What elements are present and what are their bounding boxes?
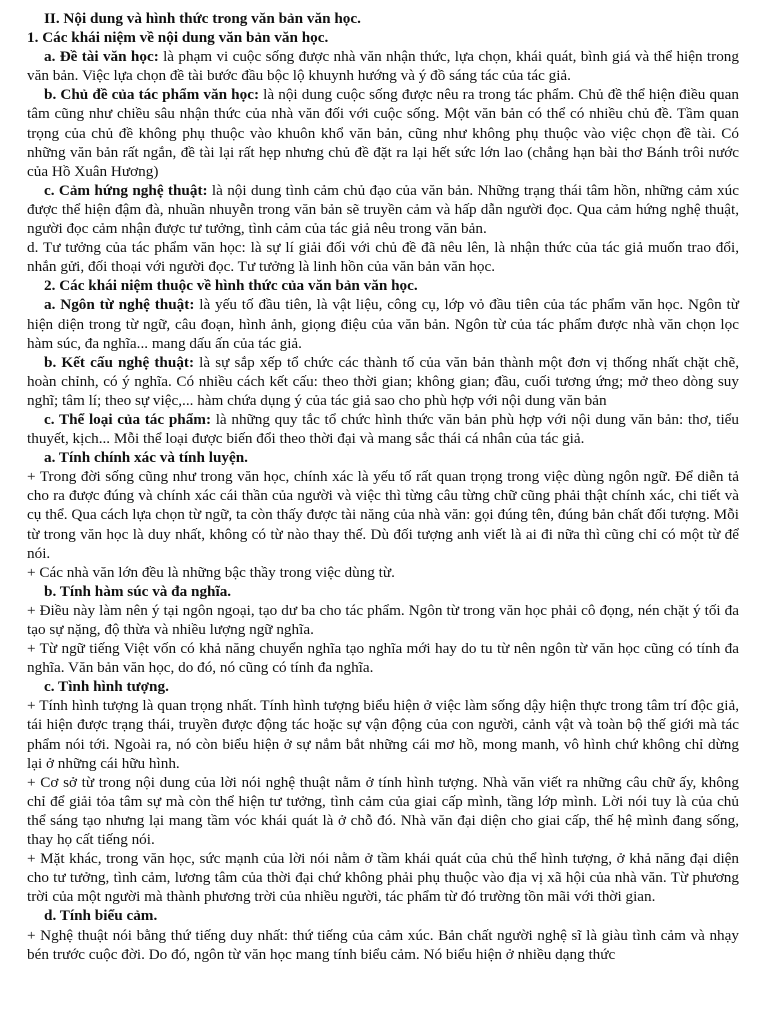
- subheading-tinh-bieu-cam: d. Tính biểu cảm.: [44, 907, 158, 925]
- paragraph-text: là những quy tắc tổ chức hình thức văn bản phù hợp với nội dung văn bản: thơ, tiểu thuyết, kịch... Mỗi thể loại được biến đổi theo thời đại và mang sắc thái cá nhân của tác giả.: [27, 410, 739, 448]
- paragraph-text: là phạm vi cuộc sống được nhà văn nhận thức, lựa chọn, khái quát, bình giá và thể hiện trong văn bản. Việc lựa chọn đề tài bước đầu bộc lộ khuynh hướng và ý đồ sáng tác của tác giả.: [27, 48, 739, 85]
- subheading-tinh-chinh-xac: a. Tính chính xác và tính luyện.: [44, 449, 248, 467]
- paragraph-text: là nội dung tình cảm chủ đạo của văn bản. Những trạng thái tâm hồn, những cảm xúc được thể hiện đậm đà, nhuần nhuyễn trong văn bản sẽ truyền cảm và hấp dẫn người đọc. Qua cảm hứng nghệ thuật, người đọc cảm nhận được tư tưởng, tình cảm của tác giả nêu trong văn bản.: [27, 181, 739, 238]
- paragraph-the-loai: [27, 410, 739, 448]
- section-1-title: 1. Các khái niệm về nội dung văn bản văn học.: [27, 29, 329, 47]
- subheading-tinh-hinh-tuong: c. Tình hình tượng.: [44, 678, 169, 696]
- term-label: b. Kết cấu nghệ thuật:: [44, 353, 195, 371]
- bullet-paragraph: + Điều này làm nên ý tại ngôn ngoại, tạo dư ba cho tác phẩm. Ngôn từ trong văn học phải cô đọng, nén chặt ý tối đa tạo sự nặng, độ thừa và nhiều lượng ngữ nghĩa.: [27, 601, 739, 638]
- paragraph-cam-hung: [27, 181, 739, 238]
- term-label: c. Cảm hứng nghệ thuật:: [44, 181, 208, 199]
- paragraph-tu-tuong: d. Tư tưởng của tác phẩm văn học: là sự lí giải đối với chủ đề đã nêu lên, là nhận thức của tác giả muốn trao đổi, nhắn gửi, đối thoại với người đọc. Tư tưởng là linh hồn của văn bản văn học.: [27, 239, 739, 276]
- paragraph-ket-cau: [27, 353, 739, 410]
- paragraph-text: là yếu tố đầu tiên, là vật liệu, công cụ, lớp vỏ đầu tiên của tác phẩm văn học. Ngôn từ hiện diện trong từ ngữ, câu đoạn, hình ảnh, giọng điệu của văn bản. Ngôn từ của tác phẩm được nhà văn chọn lọc hàm súc, đa nghĩa... mang dấu ấn của tác giả.: [27, 296, 739, 352]
- term-label: b. Chủ đề của tác phẩm văn học:: [44, 86, 259, 104]
- main-heading: II. Nội dung và hình thức trong văn bản văn học.: [44, 10, 361, 27]
- paragraph-de-tai: [27, 47, 739, 85]
- subheading-tinh-ham-suc: b. Tính hàm súc và đa nghĩa.: [44, 582, 232, 600]
- paragraph-chu-de: [27, 85, 739, 180]
- term-label: a. Ngôn từ nghệ thuật:: [44, 296, 195, 314]
- term-label: a. Đề tài văn học:: [44, 48, 159, 66]
- paragraph-ngon-tu: [27, 295, 739, 352]
- bullet-paragraph: + Các nhà văn lớn đều là những bậc thầy trong việc dùng từ.: [27, 563, 395, 581]
- section-2-title: 2. Các khái niệm thuộc về hình thức của văn bản văn học.: [44, 277, 418, 295]
- bullet-paragraph: + Trong đời sống cũng như trong văn học, chính xác là yếu tố rất quan trọng trong việc dùng ngôn ngữ. Để diễn tả cho ra được đúng và chính xác cái thần của người và việc thì từng câu từng chữ cũng phải thật chính xác, chi tiết và cụ thể. Qua cách lựa chọn từ ngữ, ta còn thấy được tài năng của nhà văn: gọi đúng tên, đúng bản chất đối tượng. Mỗi từ trong văn học là duy nhất, không có từ nào thay thế. Dù đối tượng anh viết là ai đi nữa thì cũng chỉ có một từ để nói.: [27, 468, 739, 562]
- paragraph-text: là nội dung cuộc sống được nêu ra trong tác phẩm. Chủ đề thể hiện điều quan tâm cũng như chiều sâu nhận thức của nhà văn đối với cuộc sống. Một văn bản có thể có nhiều chủ đề. Tầm quan trọng của chủ đề không phụ thuộc vào khuôn khổ văn bản, cũng như không phụ thuộc vào việc chọn đề tài. Có những văn bản rất ngắn, đề tài lại rất hẹp nhưng chủ đề đặt ra lại hết sức lớn lao (chẳng hạn bài thơ Bánh trôi nước của Hồ Xuân Hương): [27, 86, 739, 180]
- term-label: c. Thể loại của tác phẩm:: [44, 410, 212, 428]
- bullet-paragraph: + Tính hình tượng là quan trọng nhất. Tính hình tượng biểu hiện ở việc làm sống dậy hiện thực trong tâm trí độc giả, tái hiện được trạng thái, truyền được động tác hoặc sự vận động của con người, cảnh vật và toàn bộ thế giới mà tác phẩm nói tới. Ngoài ra, nó còn biểu hiện ở sự nắm bắt những cái mơ hồ, mong manh, vô hình chứ không chỉ dừng lại ở những cái hữu hình.: [27, 697, 739, 772]
- bullet-paragraph: + Từ ngữ tiếng Việt vốn có khả năng chuyển nghĩa tạo nghĩa mới hay do tu từ nên ngôn từ văn học cũng có tính đa nghĩa. Văn bản văn học, do đó, nó cũng có tính đa nghĩa.: [27, 640, 739, 677]
- bullet-paragraph: + Mặt khác, trong văn học, sức mạnh của lời nói nằm ở tầm khái quát của chủ thể hình tượng, ở khả năng đại diện cho tư tưởng, tình cảm, lương tâm của thời đại chứ không phải phụ thuộc vào địa vị xã hội của nhà văn. Từ phương trời của một người mà thành phương trời của nhiều người, tác phẩm từ đó trường tồn mãi với thời gian.: [27, 850, 739, 906]
- paragraph-text: là sự sắp xếp tổ chức các thành tố của văn bản thành một đơn vị thống nhất chặt chẽ, hoàn chỉnh, có ý nghĩa. Có nhiều cách kết cấu: theo thời gian; không gian; đầu, cuối tương ứng; mở theo dòng suy nghĩ; tâm lí; theo sự việc,... hàm chứa dụng ý của tác giả sao cho phù hợp với nội dung văn bản: [27, 353, 740, 409]
- bullet-paragraph: + Cơ sở từ trong nội dung của lời nói nghệ thuật nằm ở tính hình tượng. Nhà văn viết ra những câu chữ ấy, không chỉ để giải tỏa tâm sự mà còn thể hiện tư tưởng, tình cảm của giai cấp mình, tầng lớp mình. Lời nói tuy là của chủ thể sáng tạo nhưng lại mang tầm vóc khái quát là ở chỗ đó. Nhà văn đại diện cho giai cấp, thế hệ mình đang sống, thay họ cất tiếng nói.: [27, 773, 739, 849]
- bullet-paragraph: + Nghệ thuật nói bằng thứ tiếng duy nhất: thứ tiếng của cảm xúc. Bản chất người nghệ sĩ là giàu tình cảm và nhạy bén trước cuộc đời. Do đó, ngôn từ văn học mang tính biểu cảm. Nó biểu hiện ở nhiều dạng thức: [27, 926, 739, 963]
